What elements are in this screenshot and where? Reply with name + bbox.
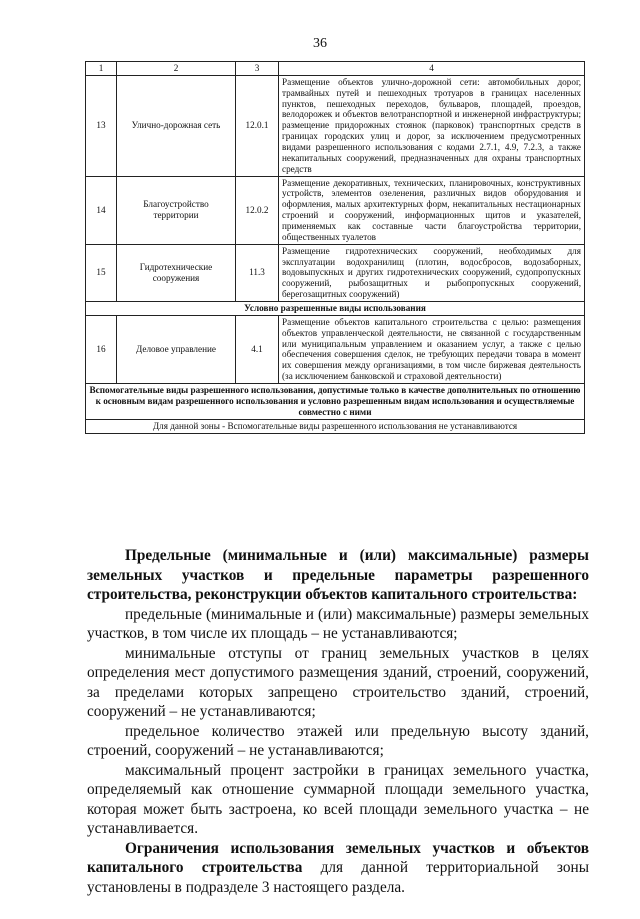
section-row-auxiliary (86, 384, 585, 420)
table-row (86, 315, 585, 383)
use-type-name: Деловое управление (117, 315, 236, 383)
header-col-1: 1 (86, 62, 117, 76)
row-number: 15 (86, 244, 117, 301)
limits-heading: Предельные (минимальные и (или) максимальные) размеры земельных участков и предельные параметры разрешенного строительства, реконструкции объектов капитального строительства: (87, 547, 589, 603)
paragraph-plot-sizes: предельные (минимальные и (или) максимальные) размеры земельных участков, в том числе их площадь – не устанавливаются; (87, 605, 589, 642)
paragraph-floors: предельное количество этажей или предельную высоту зданий, строений, сооружений – не устанавливаются; (87, 722, 589, 759)
use-type-description: Размещение гидротехнических сооружений, необходимых для эксплуатации водохранилищ (плотин, водосбросов, водозаборных, водовыпускных и других гидротехнических сооружений, судопропускных сооружений, рыбозащитных и рыбопропускных сооружений, берегозащитных сооружений) (279, 244, 585, 301)
land-use-table (85, 61, 585, 434)
use-type-code: 4.1 (236, 315, 279, 383)
paragraph-coverage: максимальный процент застройки в границах земельного участка, определяемый как отношение суммарной площади земельного участка, которая может быть застроена, ко всей площади земельного участка – не устанавливается. (87, 761, 589, 837)
table-header-row (86, 62, 585, 76)
auxiliary-note: Для данной зоны - Вспомогательные виды разрешенного использования не устанавливаются (86, 419, 585, 433)
header-col-4: 4 (279, 62, 585, 76)
table-row (86, 176, 585, 244)
section-row-conditional (86, 302, 585, 316)
use-type-code: 12.0.1 (236, 75, 279, 176)
table-row (86, 75, 585, 176)
use-type-description: Размещение декоративных, технических, планировочных, конструктивных устройств, элементов озеленения, различных видов оборудования и оформления, малых архитектурных форм, некапитальных нестационарных строений и сооружений, информационных щитов и указателей, применяемых как составные части благоустройства территории, общественных туалетов (279, 176, 585, 244)
row-number: 16 (86, 315, 117, 383)
use-type-name: Гидротехнические сооружения (117, 244, 236, 301)
paragraph-restrictions (87, 839, 589, 898)
paragraph-setbacks: минимальные отступы от границ земельных участков в целях определения мест допустимого размещения зданий, строений, сооружений, за пределами которых запрещено строительство зданий, строений, сооружений – не устанавливаются; (87, 644, 589, 720)
page-number: 36 (313, 36, 327, 51)
section-heading-auxiliary: Вспомогательные виды разрешенного использования, допустимые только в качестве дополнительных по отношению к основным видам разрешенного использования и условно разрешенным видам использования и осуществляемые совместно с ними (86, 384, 585, 420)
row-number: 13 (86, 75, 117, 176)
restrictions-bold-text: Ограничения использования земельных участков и объектов капитального строительства (87, 839, 589, 876)
use-type-description: Размещение объектов капитального строительства с целью: размещения объектов управленческой деятельности, не связанной с государственным или муниципальным управлением и оказанием услуг, а также с целью обеспечения совершения сделок, не требующих передачи товара в момент их совершения между организациями, в том числе биржевая деятельность (за исключением банковской и страховой деятельности) (279, 315, 585, 383)
restrictions-rest-text: для данной территориальной зоны установлены в подразделе 3 настоящего раздела. (87, 859, 589, 896)
body-text (87, 546, 589, 897)
table-row (86, 244, 585, 301)
use-type-description: Размещение объектов улично-дорожной сети: автомобильных дорог, трамвайных путей и пешеходных тротуаров в границах населенных пунктов, пешеходных переходов, бульваров, площадей, проездов, велодорожек и объектов велотранспортной и инженерной инфраструктуры; размещение придорожных стоянок (парковок) транспортных средств в границах городских улиц и дорог, за исключением предусмотренных видами разрешенного использования с кодами 2.7.1, 4.9, 7.2.3, а также некапитальных сооружений, предназначенных для охраны транспортных средств (279, 75, 585, 176)
section-heading-conditional: Условно разрешенные виды использования (86, 302, 585, 316)
use-type-name: Улично-дорожная сеть (117, 75, 236, 176)
use-type-code: 12.0.2 (236, 176, 279, 244)
auxiliary-note-row (86, 419, 585, 433)
header-col-2: 2 (117, 62, 236, 76)
header-col-3: 3 (236, 62, 279, 76)
row-number: 14 (86, 176, 117, 244)
use-type-name: Благоустройство территории (117, 176, 236, 244)
use-type-code: 11.3 (236, 244, 279, 301)
